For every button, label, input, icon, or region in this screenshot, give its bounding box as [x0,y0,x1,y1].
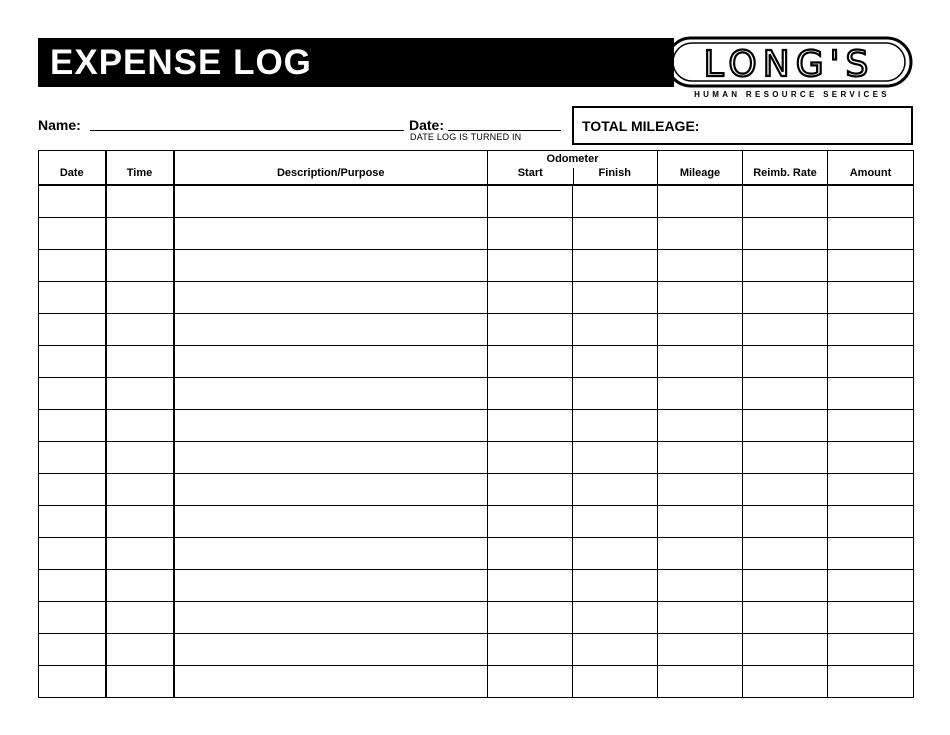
cell-time[interactable] [106,378,174,410]
cell-date[interactable] [39,346,106,378]
cell-reimb-rate[interactable] [743,570,828,602]
cell-mileage[interactable] [658,282,743,314]
column-header-start: Start [517,167,543,179]
cell-mileage[interactable] [658,185,743,218]
cell-reimb-rate[interactable] [743,378,828,410]
column-header-finish: Finish [598,167,631,179]
cell-finish[interactable] [573,538,658,570]
cell-start[interactable] [488,378,573,410]
cell-finish[interactable] [573,314,658,346]
cell-finish[interactable] [573,634,658,666]
cell-reimb-rate[interactable] [743,442,828,474]
cell-mileage[interactable] [658,346,743,378]
cell-finish[interactable] [573,442,658,474]
column-header-amount: Amount [828,151,914,186]
cell-description[interactable] [174,378,488,410]
cell-time[interactable] [106,442,174,474]
total-mileage-box[interactable] [572,106,913,145]
odometer-label: Odometer [546,153,599,165]
cell-finish[interactable] [573,185,658,218]
date-hint: DATE LOG IS TURNED IN [410,132,522,142]
cell-start[interactable] [488,410,573,442]
cell-time[interactable] [106,346,174,378]
cell-reimb-rate[interactable] [743,634,828,666]
expense-log-table [38,150,914,698]
cell-description[interactable] [174,218,488,250]
cell-mileage[interactable] [658,634,743,666]
cell-start[interactable] [488,506,573,538]
cell-time[interactable] [106,218,174,250]
cell-date[interactable] [39,218,106,250]
cell-date[interactable] [39,410,106,442]
cell-time[interactable] [106,570,174,602]
cell-time[interactable] [106,250,174,282]
cell-amount[interactable] [828,474,914,506]
cell-description[interactable] [174,506,488,538]
cell-time[interactable] [106,538,174,570]
cell-description[interactable] [174,666,488,698]
cell-mileage[interactable] [658,570,743,602]
column-header-odometer [488,151,658,186]
table-header-row [39,151,914,186]
total-mileage-label: TOTAL MILEAGE: [582,118,700,134]
cell-amount[interactable] [828,602,914,634]
cell-finish[interactable] [573,506,658,538]
cell-time[interactable] [106,185,174,218]
cell-amount[interactable] [828,282,914,314]
cell-reimb-rate[interactable] [743,410,828,442]
cell-amount[interactable] [828,538,914,570]
cell-amount[interactable] [828,314,914,346]
name-field[interactable] [90,130,404,131]
cell-date[interactable] [39,378,106,410]
table-row [39,282,914,314]
table-row [39,570,914,602]
cell-description[interactable] [174,314,488,346]
table-row [39,602,914,634]
cell-start[interactable] [488,218,573,250]
cell-date[interactable] [39,314,106,346]
cell-start[interactable] [488,314,573,346]
name-label: Name: [38,117,81,133]
cell-amount[interactable] [828,666,914,698]
cell-time[interactable] [106,506,174,538]
table-row [39,538,914,570]
cell-start[interactable] [488,346,573,378]
cell-mileage[interactable] [658,218,743,250]
cell-start[interactable] [488,634,573,666]
cell-description[interactable] [174,602,488,634]
cell-start[interactable] [488,442,573,474]
table-body [39,185,914,698]
cell-description[interactable] [174,538,488,570]
cell-start[interactable] [488,602,573,634]
cell-reimb-rate[interactable] [743,185,828,218]
cell-description[interactable] [174,442,488,474]
cell-date[interactable] [39,538,106,570]
cell-amount[interactable] [828,250,914,282]
column-header-reimb-rate: Reimb. Rate [743,151,828,186]
cell-finish[interactable] [573,474,658,506]
cell-finish[interactable] [573,570,658,602]
page-title: EXPENSE LOG [50,43,312,82]
column-header-description: Description/Purpose [174,151,488,186]
cell-mileage[interactable] [658,666,743,698]
cell-time[interactable] [106,282,174,314]
cell-date[interactable] [39,634,106,666]
cell-amount[interactable] [828,378,914,410]
cell-reimb-rate[interactable] [743,538,828,570]
longs-logo [664,36,914,98]
cell-time[interactable] [106,634,174,666]
cell-mileage[interactable] [658,602,743,634]
cell-reimb-rate[interactable] [743,602,828,634]
cell-time[interactable] [106,314,174,346]
cell-description[interactable] [174,185,488,218]
cell-description[interactable] [174,250,488,282]
cell-amount[interactable] [828,185,914,218]
cell-amount[interactable] [828,506,914,538]
cell-start[interactable] [488,282,573,314]
table-row [39,634,914,666]
cell-start[interactable] [488,474,573,506]
cell-amount[interactable] [828,442,914,474]
cell-amount[interactable] [828,410,914,442]
cell-finish[interactable] [573,666,658,698]
cell-finish[interactable] [573,282,658,314]
cell-mileage[interactable] [658,378,743,410]
table-row [39,378,914,410]
cell-description[interactable] [174,474,488,506]
cell-reimb-rate[interactable] [743,314,828,346]
cell-time[interactable] [106,474,174,506]
table-row [39,250,914,282]
cell-mileage[interactable] [658,314,743,346]
table-row [39,314,914,346]
cell-mileage[interactable] [658,410,743,442]
table-row [39,410,914,442]
column-header-mileage: Mileage [658,151,743,186]
cell-date[interactable] [39,570,106,602]
cell-mileage[interactable] [658,442,743,474]
table-row [39,185,914,218]
cell-description[interactable] [174,410,488,442]
cell-start[interactable] [488,570,573,602]
cell-date[interactable] [39,602,106,634]
cell-date[interactable] [39,442,106,474]
title-bar [38,38,674,87]
cell-amount[interactable] [828,346,914,378]
cell-description[interactable] [174,346,488,378]
cell-reimb-rate[interactable] [743,474,828,506]
cell-finish[interactable] [573,250,658,282]
cell-finish[interactable] [573,602,658,634]
cell-reimb-rate[interactable] [743,506,828,538]
date-field[interactable] [448,130,561,131]
cell-reimb-rate[interactable] [743,346,828,378]
cell-mileage[interactable] [658,250,743,282]
cell-description[interactable] [174,570,488,602]
cell-date[interactable] [39,474,106,506]
table-row [39,506,914,538]
cell-date[interactable] [39,250,106,282]
cell-time[interactable] [106,410,174,442]
cell-amount[interactable] [828,570,914,602]
date-label: Date: [409,117,445,133]
cell-start[interactable] [488,185,573,218]
cell-finish[interactable] [573,346,658,378]
cell-mileage[interactable] [658,506,743,538]
cell-reimb-rate[interactable] [743,218,828,250]
cell-mileage[interactable] [658,474,743,506]
cell-amount[interactable] [828,634,914,666]
cell-start[interactable] [488,538,573,570]
cell-reimb-rate[interactable] [743,282,828,314]
cell-description[interactable] [174,282,488,314]
cell-date[interactable] [39,506,106,538]
table-row [39,346,914,378]
table-row [39,666,914,698]
cell-date[interactable] [39,666,106,698]
cell-start[interactable] [488,250,573,282]
cell-start[interactable] [488,666,573,698]
logo-wordmark: LONG'S [703,44,875,85]
logo-tagline: HUMAN RESOURCE SERVICES [694,90,890,98]
cell-mileage[interactable] [658,538,743,570]
cell-time[interactable] [106,666,174,698]
column-header-date: Date [39,151,106,186]
cell-amount[interactable] [828,218,914,250]
cell-date[interactable] [39,282,106,314]
cell-description[interactable] [174,634,488,666]
table-row [39,442,914,474]
cell-finish[interactable] [573,378,658,410]
cell-finish[interactable] [573,410,658,442]
cell-date[interactable] [39,185,106,218]
cell-finish[interactable] [573,218,658,250]
cell-reimb-rate[interactable] [743,250,828,282]
column-header-time: Time [106,151,174,186]
cell-reimb-rate[interactable] [743,666,828,698]
table-row [39,218,914,250]
table-row [39,474,914,506]
cell-time[interactable] [106,602,174,634]
